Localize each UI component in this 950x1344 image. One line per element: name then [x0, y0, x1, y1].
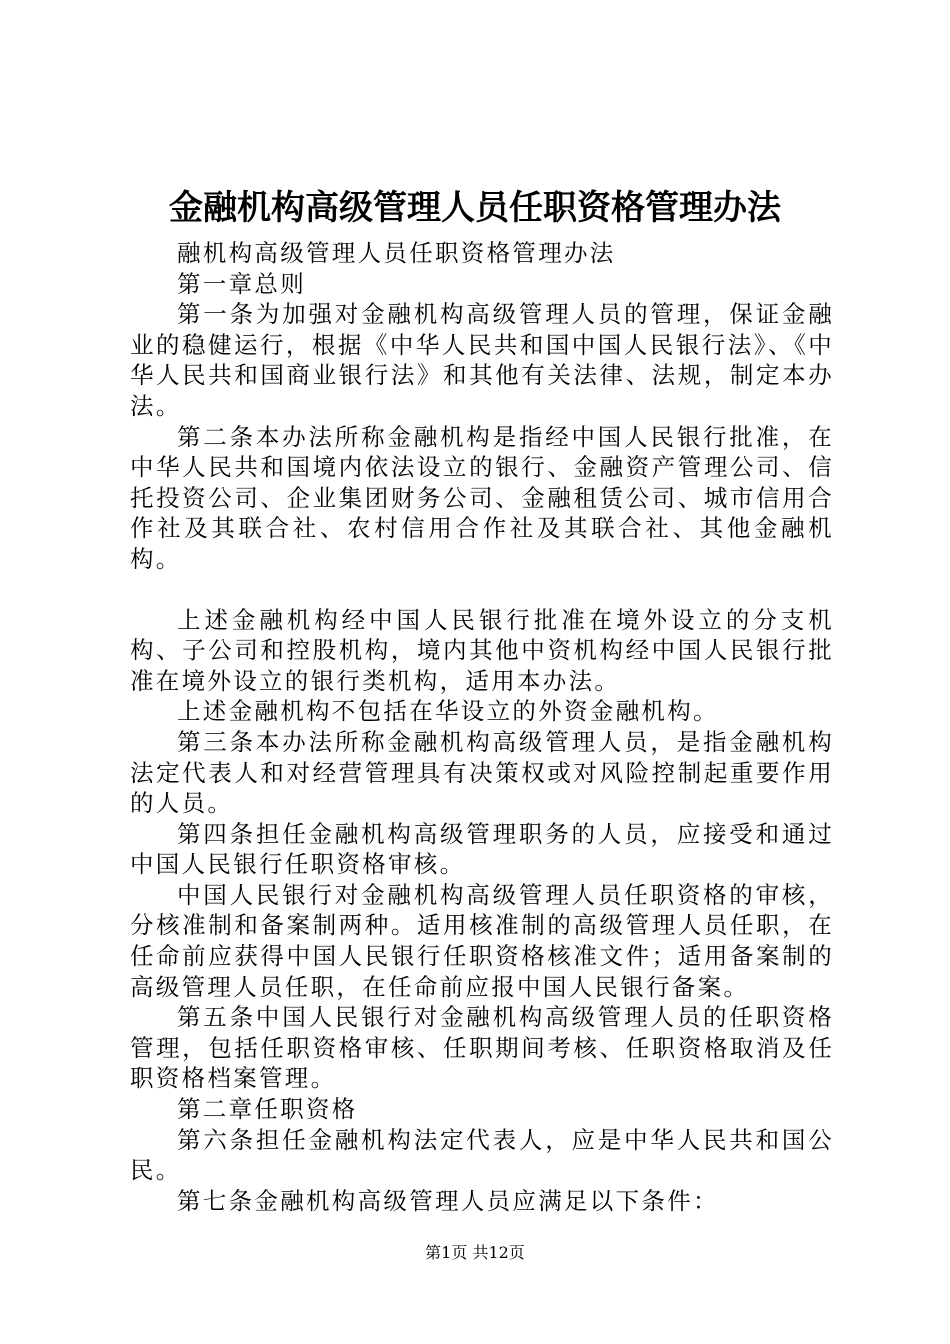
paragraph-article-2-exclusion: 上述金融机构不包括在华设立的外资金融机构。: [177, 697, 719, 726]
document-title: 金融机构高级管理人员任职资格管理办法: [169, 188, 781, 228]
paragraph-article-3: 第三条本办法所称金融机构高级管理人员，是指金融机构法定代表人和对经营管理具有决策权或对风险控制起重要作用的人员。: [130, 727, 834, 818]
paragraph-article-2-overseas: 上述金融机构经中国人民银行批准在境外设立的分支机构、子公司和控股机构，境内其他中资机构经中国人民银行批准在境外设立的银行类机构，适用本办法。: [130, 605, 834, 695]
paragraph-subtitle: 融机构高级管理人员任职资格管理办法: [177, 239, 616, 267]
paragraph-article-6: 第六条担任金融机构法定代表人，应是中华人民共和国公民。: [130, 1125, 834, 1185]
document-body: [130, 238, 834, 1216]
paragraph-article-7: 第七条金融机构高级管理人员应满足以下条件：: [177, 1186, 719, 1215]
page-footer: 第1页 共12页: [425, 1243, 525, 1262]
paragraph-article-4-review: 中国人民银行对金融机构高级管理人员任职资格的审核，分核准制和备案制两种。适用核准制的高级管理人员任职，在任命前应获得中国人民银行任职资格核准文件；适用备案制的高级管理人员任职，在任命前应报中国人民银行备案。: [130, 880, 834, 1001]
paragraph-chapter-1-heading: 第一章总则: [177, 269, 306, 298]
paragraph-article-4: 第四条担任金融机构高级管理职务的人员，应接受和通过中国人民银行任职资格审核。: [130, 819, 834, 879]
paragraph-article-2: 第二条本办法所称金融机构是指经中国人民银行批准，在中华人民共和国境内依法设立的银行、金融资产管理公司、信托投资公司、企业集团财务公司、金融租赁公司、城市信用合作社及其联合社、农村信用合作社及其联合社、其他金融机构。: [130, 422, 834, 573]
paragraph-article-5: 第五条中国人民银行对金融机构高级管理人员的任职资格管理，包括任职资格审核、任职期间考核、任职资格取消及任职资格档案管理。: [130, 1003, 834, 1093]
paragraph-article-1: 第一条为加强对金融机构高级管理人员的管理，保证金融业的稳健运行，根据《中华人民共和国中国人民银行法》、《中华人民共和国商业银行法》和其他有关法律、法规，制定本办法。: [130, 300, 834, 420]
paragraph-chapter-2-heading: 第二章任职资格: [177, 1095, 358, 1124]
